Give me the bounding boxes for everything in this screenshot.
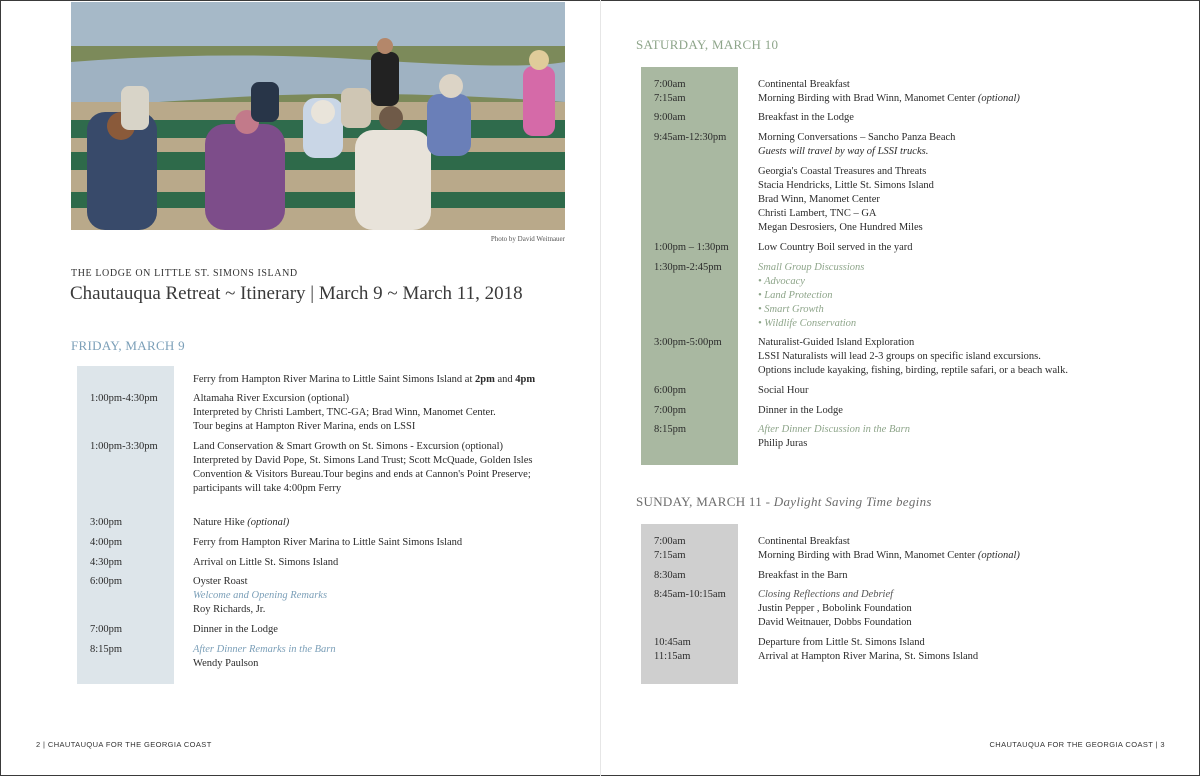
- row-time: 8:30am: [654, 570, 686, 581]
- row-time: 7:00am 7:15am: [654, 79, 686, 104]
- row-person: Justin Pepper , Bobolink Foundation: [758, 603, 912, 614]
- row-subtitle: Small Group Discussions: [758, 262, 865, 273]
- row-time: 6:00pm: [654, 385, 687, 396]
- sunday-heading: [636, 494, 932, 510]
- row-time: 8:15pm: [654, 424, 687, 435]
- row-person: Christi Lambert, TNC – GA: [758, 208, 877, 219]
- row-person: Megan Desrosiers, One Hundred Miles: [758, 222, 923, 233]
- row-title: Land Conservation & Smart Growth on St. Simons - Excursion (optional): [193, 441, 504, 452]
- row-title: Naturalist-Guided Island Exploration: [758, 337, 915, 348]
- row-person: Brad Winn, Manomet Center: [758, 194, 880, 205]
- row-detail: LSSI Naturalists will lead 2-3 groups on specific island excursions.: [758, 351, 1041, 362]
- row-title: Low Country Boil served in the yard: [758, 242, 913, 253]
- row-time: 1:30pm-2:45pm: [654, 262, 722, 273]
- page-title: Chautauqua Retreat ~ Itinerary | March 9 ~ March 11, 2018: [70, 283, 523, 304]
- row-time: 4:00pm: [90, 537, 123, 548]
- bullet-item: • Wildlife Conservation: [758, 318, 857, 329]
- row-detail: Guests will travel by way of LSSI trucks.: [758, 146, 929, 157]
- row-title: Altamaha River Excursion (optional): [193, 393, 349, 404]
- row-time: 10:45am 11:15am: [654, 637, 691, 662]
- row-title: Breakfast in the Barn: [758, 570, 848, 581]
- venue-eyebrow: THE LODGE ON LITTLE ST. SIMONS ISLAND: [71, 268, 298, 279]
- row-detail: Morning Birding with Brad Winn, Manomet Center: [758, 550, 978, 561]
- row-time: 3:00pm: [90, 517, 123, 528]
- ferry-time-4pm: 4pm: [515, 374, 536, 385]
- optional-note: (optional): [977, 93, 1020, 104]
- row-time: 9:00am: [654, 112, 686, 123]
- row-subtitle: After Dinner Remarks in the Barn: [193, 644, 336, 655]
- row-detail: Convention & Visitors Bureau.Tour begins and ends at Cannon's Point Preserve;: [193, 469, 531, 480]
- photo-illustration: [71, 2, 565, 230]
- row-person: David Weitnauer, Dobbs Foundation: [758, 617, 912, 628]
- row-time: 1:00pm-4:30pm: [90, 393, 158, 404]
- row-time: 1:00pm – 1:30pm: [654, 242, 729, 253]
- row-title: Nature Hike: [193, 517, 248, 528]
- row-title: Arrival on Little St. Simons Island: [193, 557, 339, 568]
- bullet-item: • Land Protection: [758, 290, 833, 301]
- photo-credit: Photo by David Weitnauer: [490, 235, 565, 243]
- row-detail: Morning Birding with Brad Winn, Manomet Center: [758, 93, 978, 104]
- row-subtitle: After Dinner Discussion in the Barn: [758, 424, 910, 435]
- saturday-heading: SATURDAY, MARCH 10: [636, 37, 779, 52]
- row-detail: Arrival at Hampton River Marina, St. Simons Island: [758, 651, 979, 662]
- row-time: 7:00pm: [90, 624, 123, 635]
- row-title: Dinner in the Lodge: [193, 624, 278, 635]
- sunday-heading-note: Daylight Saving Time begins: [773, 494, 932, 509]
- row-person: Philip Juras: [758, 438, 808, 449]
- sunday-heading-date: SUNDAY, MARCH 11 -: [636, 494, 774, 509]
- row-title: Ferry from Hampton River Marina to Little Saint Simons Island: [193, 537, 463, 548]
- row-title: Dinner in the Lodge: [758, 405, 843, 416]
- friday-heading: FRIDAY, MARCH 9: [71, 338, 185, 353]
- bullet-item: • Advocacy: [758, 276, 805, 287]
- row-time: 7:00am 7:15am: [654, 536, 686, 561]
- bullet-item: • Smart Growth: [758, 304, 824, 315]
- optional-note: (optional): [977, 550, 1020, 561]
- row-title: Social Hour: [758, 385, 809, 396]
- ferry-and: and: [494, 374, 516, 385]
- row-detail: Options include kayaking, fishing, birding, reptile safari, or a beach walk.: [758, 365, 1068, 376]
- row-detail: Interpreted by David Pope, St. Simons Land Trust; Scott McQuade, Golden Isles: [193, 455, 533, 466]
- optional-note: (optional): [247, 517, 290, 528]
- row-time: 9:45am-12:30pm: [654, 132, 727, 143]
- ferry-time-2pm: 2pm: [475, 374, 495, 385]
- row-person: Roy Richards, Jr.: [193, 604, 266, 615]
- row-title: Morning Conversations – Sancho Panza Beach: [758, 132, 956, 143]
- row-time: 6:00pm: [90, 576, 123, 587]
- row-person: Stacia Hendricks, Little St. Simons Island: [758, 180, 934, 191]
- row-person: Wendy Paulson: [193, 658, 259, 669]
- ferry-text: Ferry from Hampton River Marina to Little Saint Simons Island at: [193, 374, 475, 385]
- footer-right: CHAUTAUQUA FOR THE GEORGIA COAST | 3: [989, 740, 1165, 749]
- row-time: 7:00pm: [654, 405, 687, 416]
- row-detail: Tour begins at Hampton River Marina, ends on LSSI: [193, 421, 416, 432]
- row-time: 1:00pm-3:30pm: [90, 441, 158, 452]
- row-subtitle: Closing Reflections and Debrief: [758, 589, 894, 600]
- group-photo: [71, 2, 565, 230]
- row-time: 4:30pm: [90, 557, 123, 568]
- row-time: 3:00pm-5:00pm: [654, 337, 722, 348]
- row-title: Breakfast in the Lodge: [758, 112, 854, 123]
- footer-left: 2 | CHAUTAUQUA FOR THE GEORGIA COAST: [36, 740, 212, 749]
- row-title: Continental Breakfast: [758, 536, 850, 547]
- row-title: Oyster Roast: [193, 576, 248, 587]
- row-time: 8:45am-10:15am: [654, 589, 726, 600]
- row-title: Georgia's Coastal Treasures and Threats: [758, 166, 927, 177]
- row-detail: Interpreted by Christi Lambert, TNC-GA; Brad Winn, Manomet Center.: [193, 407, 496, 418]
- row-subtitle: Welcome and Opening Remarks: [193, 590, 328, 601]
- row-detail: participants will take 4:00pm Ferry: [193, 483, 342, 494]
- row-title: Departure from Little St. Simons Island: [758, 637, 925, 648]
- page-spread-divider: [600, 0, 601, 776]
- row-time: 8:15pm: [90, 644, 123, 655]
- row-title: Continental Breakfast: [758, 79, 850, 90]
